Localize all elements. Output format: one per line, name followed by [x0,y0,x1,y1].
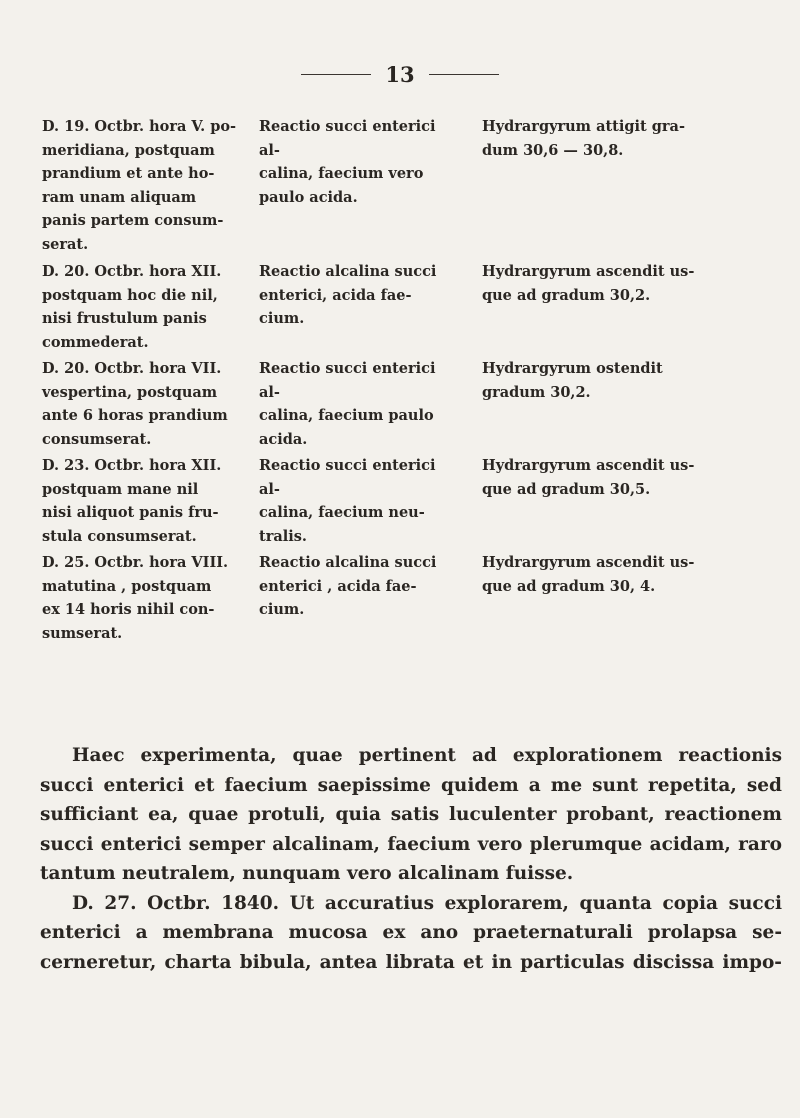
text-line: ram unam aliquam [42,188,197,206]
entry-reaction-column [259,551,459,622]
entry-mercury-column [482,260,782,307]
entry-reaction-column [259,260,459,331]
text-line: D. 20. Octbr. hora VII. [42,360,222,377]
text-line: ex 14 horis nihil con- [42,601,215,618]
text-line: postquam hoc die nil, [42,286,218,304]
body-text [40,741,782,977]
entry-date-column [42,357,252,451]
text-line: enterici, acida fae- [259,286,412,304]
text-line: prandium et ante ho- [42,165,215,182]
text-line: Reactio alcalina succi [259,263,437,280]
entry-date-column [42,115,252,256]
text-line: gradum 30,2. [482,383,591,401]
text-line: meridiana, postquam [42,141,215,159]
text-line: que ad gradum 30,5. [482,480,651,498]
entry-date-column [42,454,252,548]
text-line: Hydrargyrum ascendit us- [482,457,695,474]
text-line: sumserat. [42,624,123,642]
text-line: matutina , postquam [42,577,212,595]
text-line: stula consumserat. [42,527,197,545]
paragraph-experiment: D. 27. Octbr. 1840. Ut accuratius explorarem, quanta copia succi enterici a membrana mucosa ex ano praeternaturali prolapsa se- cerneretur, charta bibula, antea librata et in particulas discissa impo- [40,892,782,973]
text-line: acida. [259,430,308,448]
entry-mercury-column [482,115,782,162]
header-rule-right [429,74,499,75]
text-line: que ad gradum 30, 4. [482,577,656,595]
entry-mercury-column [482,357,782,404]
text-line: Hydrargyrum ascendit us- [482,263,695,280]
text-line: paulo acida. [259,188,358,206]
text-line: Hydrargyrum ostendit [482,360,663,377]
text-line: D. 23. Octbr. hora XII. [42,457,222,474]
text-line: calina, faecium neu- [259,504,425,521]
text-line: D. 19. Octbr. hora V. po- [42,118,237,135]
page-number: 13 [385,62,415,87]
text-line: postquam mane nil [42,480,199,498]
text-line: nisi frustulum panis [42,310,207,327]
text-line: cium. [259,601,305,618]
text-line: Hydrargyrum attigit gra- [482,118,685,135]
text-line: D. 20. Octbr. hora XII. [42,263,222,280]
text-line: vespertina, postquam [42,383,218,401]
text-line: dum 30,6 — 30,8. [482,141,624,159]
text-line: Reactio succi enterici al- [259,360,436,401]
text-line: ante 6 horas prandium [42,407,228,424]
text-line: serat. [42,235,89,253]
text-line: Reactio succi enterici al- [259,118,436,159]
entry-reaction-column [259,357,459,451]
text-line: commederat. [42,333,149,351]
entry-mercury-column [482,454,782,501]
text-line: Hydrargyrum ascendit us- [482,554,695,571]
text-line: que ad gradum 30,2. [482,286,651,304]
text-line: Reactio succi enterici al- [259,457,436,498]
header-rule-left [301,74,371,75]
page-header [0,62,800,87]
entry-reaction-column [259,454,459,548]
text-line: tralis. [259,527,307,545]
text-line: nisi aliquot panis fru- [42,504,219,521]
text-line: enterici , acida fae- [259,577,417,595]
text-line: Reactio alcalina succi [259,554,437,571]
text-line: consumserat. [42,430,152,448]
text-line: calina, faecium paulo [259,407,434,424]
text-line: calina, faecium vero [259,165,424,182]
entry-reaction-column [259,115,459,209]
paragraph-summary: Haec experimenta, quae pertinent ad explorationem reactionis succi enterici et faecium saepissime quidem a me sunt repetita, sed sufficiant ea, quae protuli, quia satis luculenter probant, reactionem succi enterici semper alcalinam, faecium vero plerumque acidam, raro tantum neutralem, nunquam vero alcalinam fuisse. [40,745,782,884]
text-line: cium. [259,310,305,327]
entry-mercury-column [482,551,782,598]
entry-date-column [42,551,252,645]
text-line: D. 25. Octbr. hora VIII. [42,554,229,571]
entry-date-column [42,260,252,354]
text-line: panis partem consum- [42,212,224,229]
